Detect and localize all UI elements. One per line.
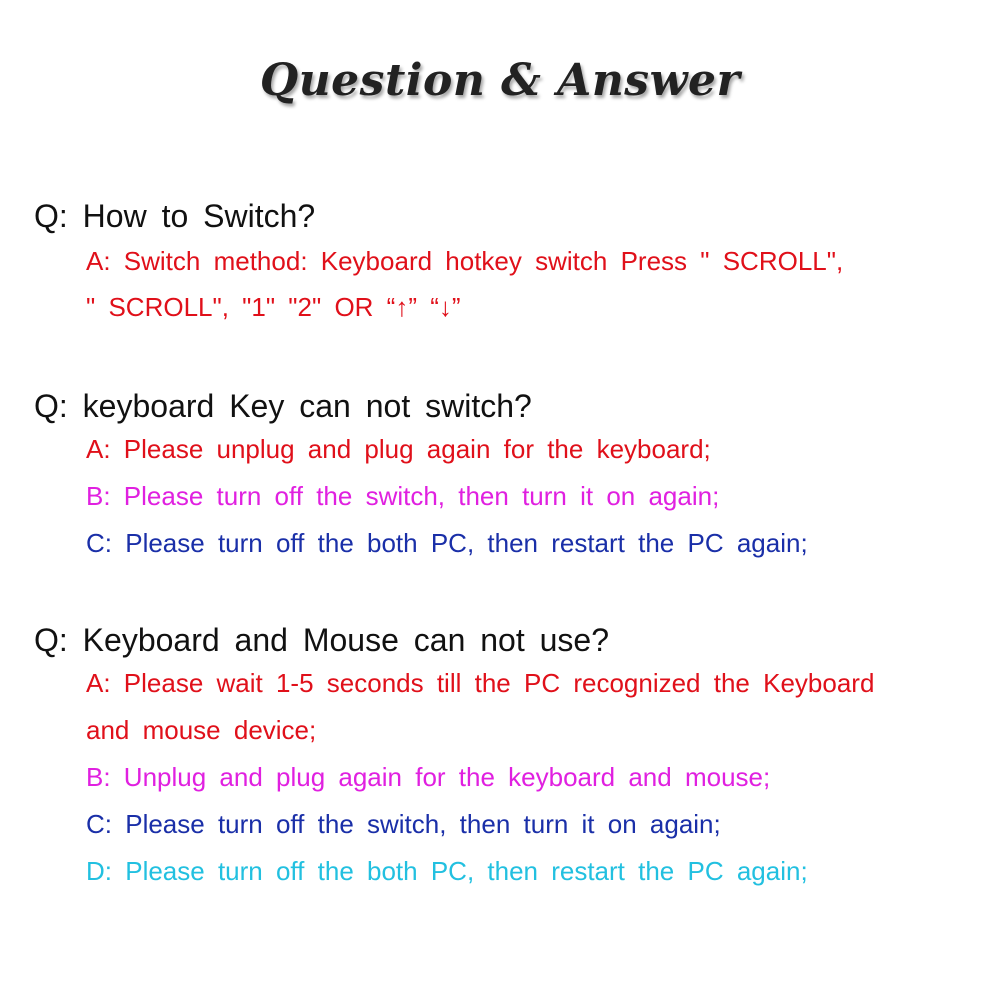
answer-line: D: Please turn off the both PC, then restart the PC again; [86, 856, 808, 886]
answer-line: A: Switch method: Keyboard hotkey switch Press " SCROLL", [86, 246, 844, 276]
answer-line: C: Please turn off the switch, then turn it on again; [86, 809, 721, 839]
answer-line: C: Please turn off the both PC, then restart the PC again; [86, 528, 808, 558]
answer-line: A: Please unplug and plug again for the keyboard; [86, 434, 711, 464]
answer-line: A: Please wait 1-5 seconds till the PC recognized the Keyboard [86, 668, 875, 698]
question-how-to-switch: Q: How to Switch? [34, 198, 316, 234]
answer-line: B: Please turn off the switch, then turn it on again; [86, 481, 720, 511]
page-title: Question & Answer [259, 55, 741, 106]
answer-line: and mouse device; [86, 715, 317, 745]
question-keyboard-mouse-can-not-use: Q: Keyboard and Mouse can not use? [34, 622, 610, 658]
answer-line: " SCROLL", "1" "2" OR “↑” “↓” [86, 292, 461, 322]
answer-line: B: Unplug and plug again for the keyboard and mouse; [86, 762, 771, 792]
question-key-can-not-switch: Q: keyboard Key can not switch? [34, 388, 532, 424]
